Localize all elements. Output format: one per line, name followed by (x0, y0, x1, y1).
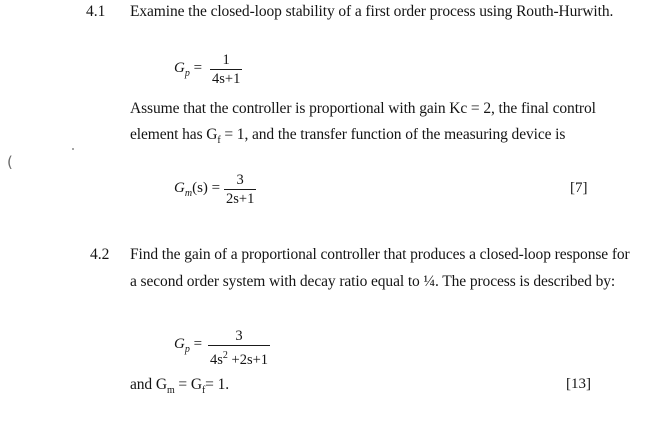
gm-argument: (s) (192, 180, 208, 196)
gp-symbol: G (174, 60, 185, 76)
equation-4-2-gp-lhs (174, 336, 202, 355)
gp-symbol: G (174, 336, 185, 352)
question-number-4-2: 4.2 (90, 246, 110, 263)
fraction-numerator: 1 (222, 52, 230, 68)
margin-mark: ( (7, 153, 13, 171)
question-4-1-title: Examine the closed-loop stability of a first order process using Routh-Hurwith. (130, 3, 614, 20)
equation-4-1-gp-lhs (174, 60, 202, 79)
denominator-exponent: 2 (222, 350, 228, 361)
marks-4-2: [13] (566, 376, 591, 392)
fraction-4-2-gp (208, 328, 270, 370)
assumption-line-2-prefix: element has G (130, 126, 218, 143)
assumption-line-2 (130, 126, 565, 146)
gm-symbol: G (174, 180, 185, 196)
fraction-numerator: 3 (235, 328, 243, 344)
fraction-denominator (208, 346, 270, 370)
equation-4-1-gm-lhs (174, 180, 220, 199)
stray-dot (72, 148, 74, 150)
assumption-line-1: Assume that the controller is proportional with gain Kc = 2, the final control (130, 100, 596, 117)
gm-subscript: m (184, 188, 193, 199)
assumption-line-2-suffix: = 1, and the transfer function of the measuring device is (220, 126, 566, 143)
gp-subscript: p (184, 68, 190, 79)
assumption-line-2-subscript: f (217, 135, 221, 147)
final-prefix: and G (130, 376, 167, 393)
final-suffix: = 1. (205, 376, 230, 393)
final-middle: = G (174, 376, 202, 393)
final-subscript-m: m (166, 385, 175, 397)
gp-subscript: p (184, 344, 190, 355)
fraction-denominator: 4s+1 (212, 71, 241, 87)
fraction-denominator: 2s+1 (226, 191, 255, 207)
equals-sign: = (211, 180, 221, 196)
fraction-numerator: 3 (236, 172, 244, 188)
question-4-2-line-1: Find the gain of a proportional controller that produces a closed-loop response for (130, 246, 630, 263)
question-4-2-line-2: a second order system with decay ratio equal to ¼. The process is described by: (130, 273, 616, 290)
denominator-term-2: +2s+1 (227, 351, 269, 368)
question-number-4-1: 4.1 (86, 3, 106, 20)
final-subscript-f: f (201, 385, 206, 397)
denominator-term-1: 4s (210, 351, 223, 368)
fraction-4-1-gm (224, 172, 256, 209)
equals-sign: = (193, 60, 203, 76)
question-4-2-final-line (130, 376, 229, 396)
fraction-4-1-gp (210, 52, 242, 89)
equals-sign: = (193, 336, 203, 352)
marks-4-1: [7] (570, 180, 588, 196)
